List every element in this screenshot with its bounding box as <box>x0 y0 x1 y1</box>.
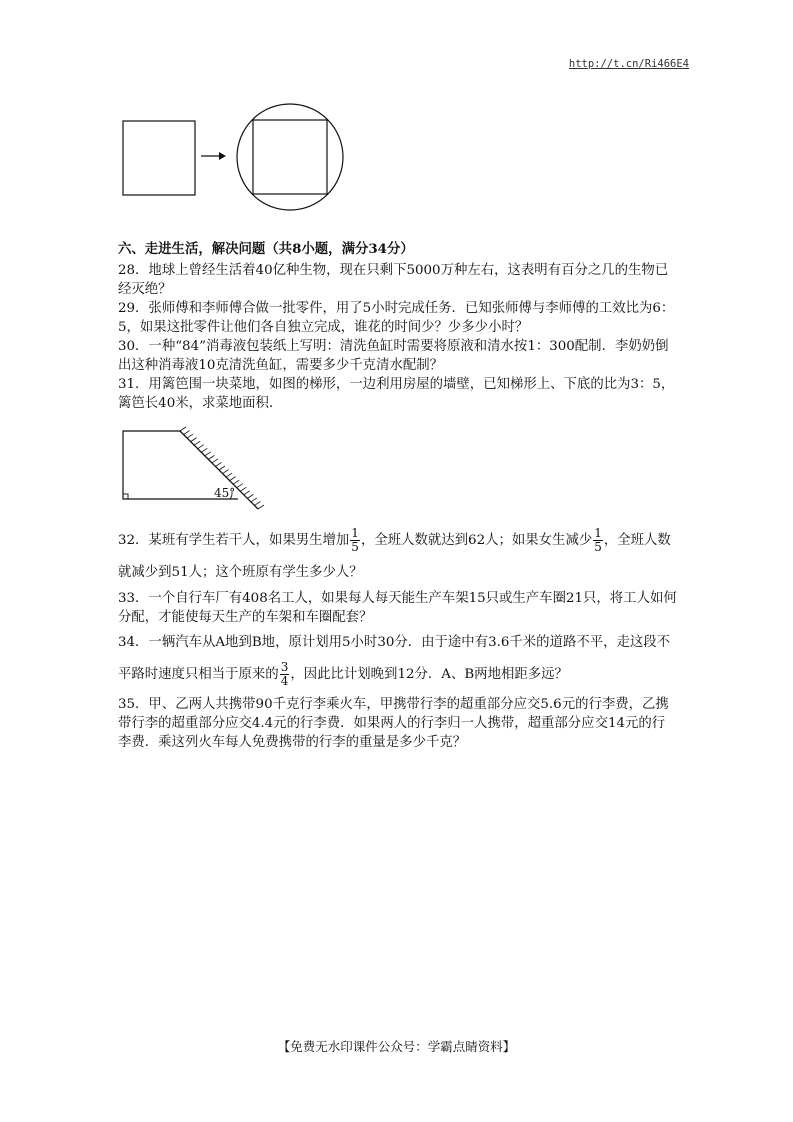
question-30: 30．一种“84”消毒液包装纸上写明：清洗鱼缸时需要将原液和清水按1：300配制．李奶奶倒出这种消毒液10克清洗鱼缸，需要多少千克清水配制？ <box>118 339 669 373</box>
square-inscribed <box>253 120 327 194</box>
square-to-circle-figure <box>115 100 355 220</box>
hatch-mark <box>244 491 250 495</box>
question-34: 34．一辆汽车从A地到B地，原计划用5小时30分．由于途中有3.6千米的道路不平，走这段不平路时速度只相当于原来的 $\frac{3}{4}$ ，因此比计划晚到12分．A、B两地相距多远？ <box>118 635 671 688</box>
hatch-mark <box>219 466 225 470</box>
question-33: 33．一个自行车厂有408名工人，如果每人每天能生产车架15只或生产车圈21只，将工人如何分配，才能使每天生产的车架和车圈配套？ <box>118 591 677 625</box>
hatch-mark <box>187 434 193 438</box>
hatch-mark <box>254 501 260 505</box>
trapezoid-figure-container <box>118 413 678 525</box>
hatch-mark <box>208 455 214 459</box>
hatch-mark <box>180 427 186 431</box>
footer-text: 【免费无水印课件公众号：学霸点睛资料】 <box>277 1039 516 1054</box>
hatch-mark <box>237 484 243 488</box>
hatch-mark <box>247 494 253 498</box>
hatch-mark <box>233 480 239 484</box>
trapezoid-figure <box>118 419 298 519</box>
fraction-three-fourths: $\frac{3}{4}$ <box>280 660 289 688</box>
hatch-mark <box>212 459 218 463</box>
hatch-mark <box>226 473 232 477</box>
section-title: 六、走进生活，解决问题（共8小题，满分34分） <box>118 241 414 257</box>
question-31: 31．用篱笆围一块菜地，如图的梯形，一边利用房屋的墙壁，已知梯形上、下底的比为3：5，篱笆长40米，求菜地面积． <box>118 377 675 411</box>
hatch-mark <box>191 438 197 442</box>
right-arrow-icon <box>201 152 226 160</box>
fraction-one-fifth-2: $\frac{1}{5}$ <box>594 526 602 554</box>
question-32: 32．某班有学生若干人，如果男生增加 $\frac{1}{5}$ ，全班人数就达到62人；如果女生减少 $\frac{1}{5}$ ，全班人数就减少到51人；这个班原有学生多少人？ <box>118 526 671 580</box>
fraction-one-fifth: $\frac{1}{5}$ <box>351 526 359 554</box>
question-35: 35．甲、乙两人共携带90千克行李乘火车，甲携带行李的超重部分应交5.6元的行李费，乙携带行李的超重部分应交4.4元的行李费．如果两人的行李归一人携带，超重部分应交14元的行李费．乘这列火车每人免费携带的行李的重量是多少千克？ <box>118 697 669 750</box>
square-left <box>123 121 195 195</box>
hatch-mark <box>240 487 246 491</box>
hatch-mark <box>201 448 207 452</box>
hatch-mark <box>223 470 229 474</box>
hatch-mark <box>184 431 190 435</box>
hatch-mark <box>205 452 211 456</box>
questions-section <box>118 240 678 752</box>
hatch-mark <box>251 498 257 502</box>
angle-label: 45° <box>214 486 236 500</box>
header-link[interactable]: http://t.cn/Ri466E4 <box>568 58 689 70</box>
question-29: 29．张师傅和李师傅合做一批零件，用了5小时完成任务．已知张师傅与李师傅的工效比为6：5，如果这批零件让他们各自独立完成，谁花的时间少？少多少小时？ <box>118 301 675 335</box>
hatch-mark <box>230 477 236 481</box>
hatch-mark <box>215 462 221 466</box>
hatch-mark <box>194 441 200 445</box>
right-angle-mark <box>123 494 128 499</box>
hatch-mark <box>198 445 204 449</box>
hatch-mark <box>258 505 264 509</box>
question-28: 28．地球上曾经生活着40亿种生物，现在只剩下5000万种左右，这表明有百分之几的生物已经灭绝？ <box>118 263 669 297</box>
